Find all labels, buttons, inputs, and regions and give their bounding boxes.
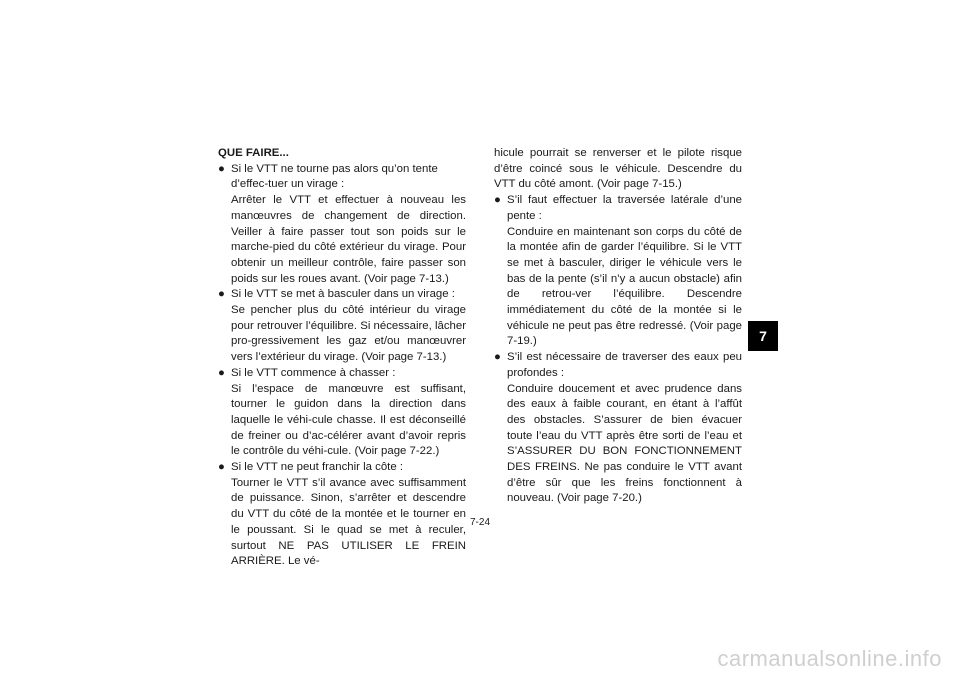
bullet-item	[218, 287, 466, 366]
bullet-text: Conduire doucement et avec prudence dans des eaux à faible courant, en étant à l’affût des obstacles. S’assurer de bien évacuer toute l’eau du VTT après être sorti de l’eau et S’ASSURER DU BON FONCTIONNEMENT DES FREINS. Ne pas conduire le VTT avant d’être sûr que les freins fonctionnent à nouveau. (Voir page 7-20.)	[507, 382, 742, 505]
bullet-item	[494, 193, 742, 350]
page-number: 7-24	[469, 517, 490, 528]
bullet-title: Si le VTT commence à chasser :	[231, 366, 396, 379]
bullet-text: Tourner le VTT s’il avance avec suffisamment de puissance. Sinon, s’arrêter et descendre du VTT du côté de la montée et le tourner en le poussant. Si le quad se met à reculer, surtout NE PAS UTILISER LE FREIN ARRIÈRE. Le vé-	[231, 476, 466, 568]
watermark: carmanualsonline.info	[717, 646, 942, 671]
bullet-icon: ●	[218, 288, 225, 301]
bullet-title: S’il faut effectuer la traversée latérale d’une pente :	[507, 194, 742, 222]
bullet-title: Si le VTT ne tourne pas alors qu’on tente d’effec-tuer un virage :	[231, 162, 438, 191]
bullet-icon: ●	[494, 351, 501, 364]
left-column	[218, 146, 466, 570]
chapter-tab: 7	[748, 321, 778, 351]
bullet-item	[218, 366, 466, 460]
section-heading: QUE FAIRE...	[218, 147, 289, 159]
bullet-icon: ●	[494, 194, 501, 207]
bullet-title: S’il est nécessaire de traverser des eaux peu profondes :	[507, 351, 742, 379]
bullet-text: Si l’espace de manœuvre est suffisant, tourner le guidon dans la direction dans laquelle le véhi-cule chasse. Il est déconseillé de freiner ou d’ac-célérer avant d’avoir repris le contrôle du véhi-cule. (Voir page 7-22.)	[231, 382, 466, 458]
bullet-icon: ●	[218, 366, 225, 379]
bullet-text: Conduire en maintenant son corps du côté de la montée afin de garder l’équilibre. Si le VTT se met à basculer, diriger le véhicule vers le bas de la pente (s’il n’y a aucun obstacle) afin de retrou-ver l’équilibre. Descendre immédiatement du côté de la montée si le véhicule ne peut pas être redressé. (Voir page 7-19.)	[507, 225, 742, 348]
continuation-text: hicule pourrait se renverser et le pilote risque d’être coincé sous le véhicule. Descendre du VTT du côté amont. (Voir page 7-15.)	[494, 147, 742, 191]
bullet-icon: ●	[218, 461, 225, 474]
bullet-title: Si le VTT ne peut franchir la côte :	[231, 461, 403, 474]
bullet-title: Si le VTT se met à basculer dans un virage :	[231, 288, 455, 301]
bullet-icon: ●	[218, 162, 225, 175]
bullet-item	[218, 162, 466, 288]
bullet-item	[494, 350, 742, 507]
bullet-item	[218, 460, 466, 570]
right-column	[494, 146, 742, 507]
bullet-text: Se pencher plus du côté intérieur du virage pour retrouver l’équilibre. Si nécessaire, lâcher pro-gressivement les gaz et/ou manœuvrer vers l’extérieur du virage. (Voir page 7-13.)	[231, 304, 466, 364]
bullet-text: Arrêter le VTT et effectuer à nouveau les manœuvres de changement de direction. Veiller à faire passer tout son poids sur le marche-pied du côté extérieur du virage. Pour obtenir un meilleur contrôle, faire passer son poids sur les roues avant. (Voir page 7-13.)	[231, 194, 466, 285]
